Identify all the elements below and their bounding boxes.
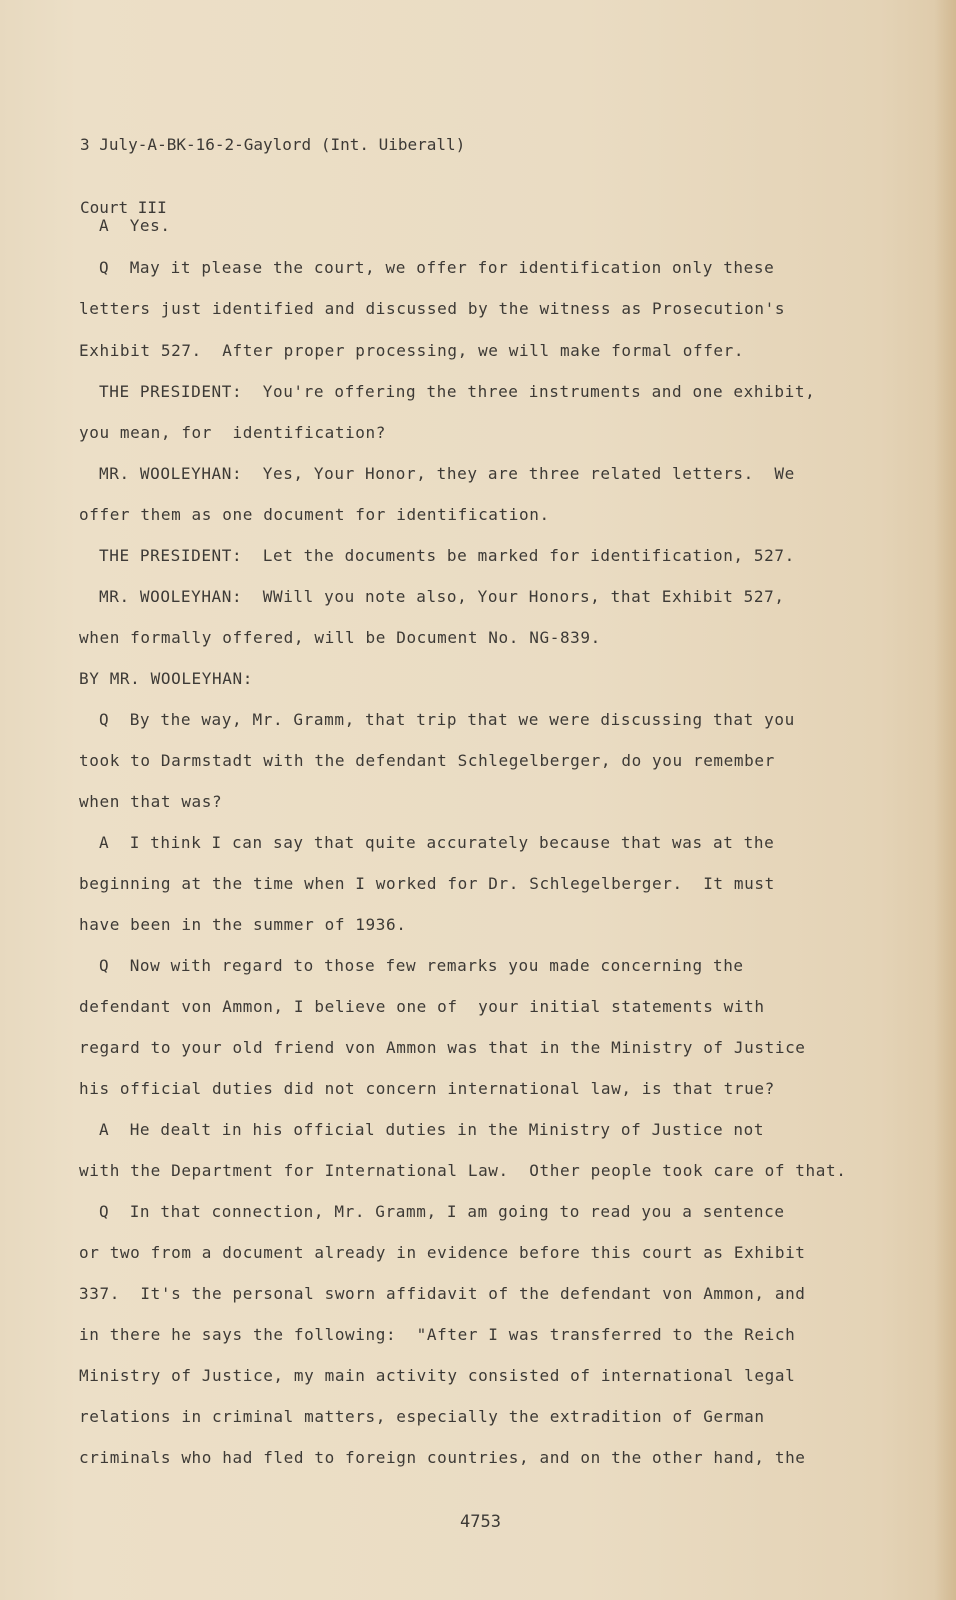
body-line: MR. WOOLEYHAN: Yes, Your Honor, they are three related letters. We [99,464,795,483]
body-line: MR. WOOLEYHAN: WWill you note also, Your Honors, that Exhibit 527, [99,587,785,606]
body-line: A I think I can say that quite accurately because that was at the [99,833,775,852]
body-line: 337. It's the personal sworn affidavit of the defendant von Ammon, and [79,1284,806,1303]
header-line-2: Court III [80,198,167,217]
body-line: offer them as one document for identification. [79,505,550,524]
body-line: beginning at the time when I worked for Dr. Schlegelberger. It must [79,874,775,893]
body-line: Exhibit 527. After proper processing, we will make formal offer. [79,341,745,360]
body-line: Q Now with regard to those few remarks you made concerning the [99,956,744,975]
page-number: 4753 [460,1512,501,1532]
body-line: Q By the way, Mr. Gramm, that trip that we were discussing that you [99,710,795,729]
body-line: you mean, for identification? [79,423,386,442]
body-line: A He dealt in his official duties in the Ministry of Justice not [99,1120,765,1139]
body-line: in there he says the following: "After I was transferred to the Reich [79,1325,796,1344]
body-line: Q May it please the court, we offer for identification only these [99,258,775,277]
body-line: criminals who had fled to foreign countries, and on the other hand, the [79,1448,806,1467]
header-line-1: 3 July-A-BK-16-2-Gaylord (Int. Uiberall) [80,135,466,154]
body-line: regard to your old friend von Ammon was that in the Ministry of Justice [79,1038,806,1057]
body-line: or two from a document already in evidence before this court as Exhibit [79,1243,806,1262]
body-line: A Yes. [99,216,171,235]
paper-edge-shadow [934,0,956,1600]
body-line: THE PRESIDENT: Let the documents be marked for identification, 527. [99,546,795,565]
body-line: his official duties did not concern international law, is that true? [79,1079,775,1098]
body-line: letters just identified and discussed by the witness as Prosecution's [79,299,786,318]
body-line: THE PRESIDENT: You're offering the three instruments and one exhibit, [99,382,816,401]
body-line: defendant von Ammon, I believe one of your initial statements with [79,997,765,1016]
body-line: Q In that connection, Mr. Gramm, I am going to read you a sentence [99,1202,785,1221]
body-line: Ministry of Justice, my main activity consisted of international legal [79,1366,796,1385]
body-line: relations in criminal matters, especially the extradition of German [79,1407,765,1426]
body-line: have been in the summer of 1936. [79,915,407,934]
body-line: BY MR. WOOLEYHAN: [79,669,253,688]
body-line: took to Darmstadt with the defendant Schlegelberger, do you remember [79,751,775,770]
body-line: when formally offered, will be Document No. NG-839. [79,628,601,647]
body-line: when that was? [79,792,223,811]
body-line: with the Department for International Law. Other people took care of that. [79,1161,847,1180]
